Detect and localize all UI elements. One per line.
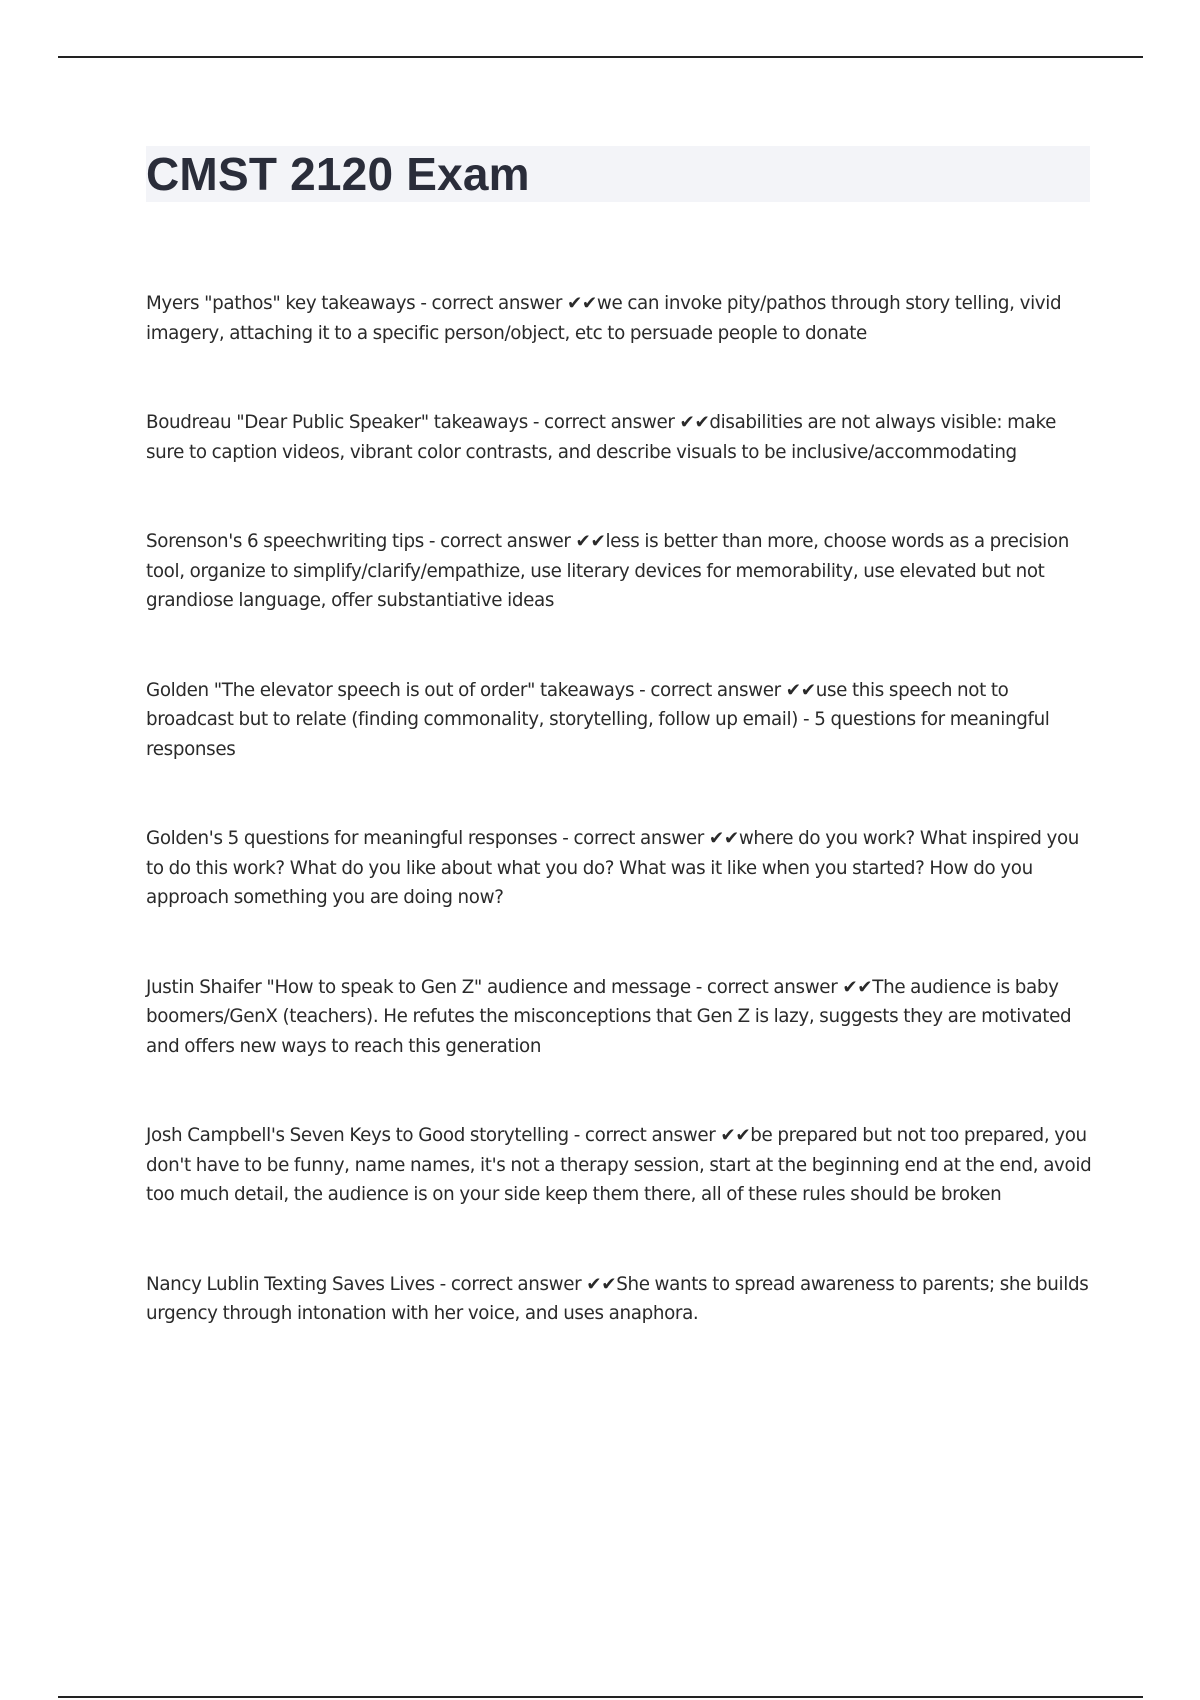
entry-question: Myers "pathos" key takeaways [146, 293, 416, 314]
entry-separator: - correct answer [423, 531, 576, 552]
check-icon: ✔✔ [566, 293, 597, 314]
entry-separator: - correct answer [634, 679, 786, 701]
flashcard-entry [146, 1270, 1096, 1329]
entry-question: Sorenson's 6 speechwriting tips [146, 531, 424, 552]
flashcard-entry [146, 676, 1096, 765]
top-divider [58, 56, 1143, 58]
entry-answer: The audience is baby boomers/GenX (teachers). He refutes the misconceptions that Gen Z is lazy, suggests they are motivated and offers new ways to reach this generation [146, 976, 1072, 1057]
entry-question: Nancy Lublin Texting Saves Lives [146, 1273, 435, 1295]
entry-question: Justin Shaifer "How to speak to Gen Z" audience and message [146, 976, 691, 998]
entry-answer: less is better than more, choose words as a precision tool, organize to simplify/clarify/empathize, use literary devices for memorability, use elevated but not grandiose language, offer substantiative ideas [146, 531, 1069, 611]
title-banner [146, 146, 1090, 202]
check-icon: ✔✔ [679, 412, 710, 433]
check-icon: ✔✔ [842, 976, 873, 998]
flashcard-entry [146, 289, 1096, 348]
entry-separator: - correct answer [434, 1273, 587, 1295]
flashcard-entry [146, 973, 1096, 1062]
flashcard-entry [146, 824, 1096, 913]
flashcard-list [146, 289, 1096, 1389]
entry-question: Golden's 5 questions for meaningful responses [146, 828, 558, 849]
entry-separator: - correct answer [527, 412, 680, 433]
check-icon: ✔✔ [720, 1125, 751, 1146]
page-title: CMST 2120 Exam [146, 148, 530, 200]
flashcard-entry [146, 527, 1096, 616]
entry-answer: use this speech not to broadcast but to relate (finding commonality, storytelling, follow up email) - 5 questions for meaningful responses [146, 679, 1050, 760]
entry-question: Boudreau "Dear Public Speaker" takeaways [146, 412, 528, 433]
entry-answer: where do you work? What inspired you to do this work? What do you like about what you do? What was it like when you started? How do you approach something you are doing now? [146, 828, 1080, 908]
entry-answer: we can invoke pity/pathos through story telling, vivid imagery, attaching it to a specific person/object, etc to persuade people to donate [146, 293, 1062, 344]
entry-answer: be prepared but not too prepared, you don't have to be funny, name names, it's not a therapy session, start at the beginning end at the end, avoid too much detail, the audience is on your side keep them there, all of these rules should be broken [146, 1125, 1092, 1205]
check-icon: ✔✔ [785, 679, 816, 701]
check-icon: ✔✔ [708, 828, 739, 849]
entry-separator: - correct answer [557, 828, 709, 849]
check-icon: ✔✔ [586, 1273, 617, 1295]
flashcard-entry [146, 1121, 1096, 1210]
flashcard-entry [146, 408, 1096, 467]
entry-separator: - correct answer [415, 293, 567, 314]
entry-answer: disabilities are not always visible: make sure to caption videos, vibrant color contrasts, and describe visuals to be inclusive/accommodating [146, 412, 1056, 463]
entry-answer: She wants to spread awareness to parents; she builds urgency through intonation with her voice, and uses anaphora. [146, 1273, 1089, 1324]
check-icon: ✔✔ [575, 531, 606, 552]
entry-question: Josh Campbell's Seven Keys to Good storytelling [146, 1125, 569, 1146]
entry-separator: - correct answer [690, 976, 843, 998]
bottom-divider [58, 1696, 1143, 1698]
entry-question: Golden "The elevator speech is out of order" takeaways [146, 679, 635, 701]
entry-separator: - correct answer [568, 1125, 721, 1146]
